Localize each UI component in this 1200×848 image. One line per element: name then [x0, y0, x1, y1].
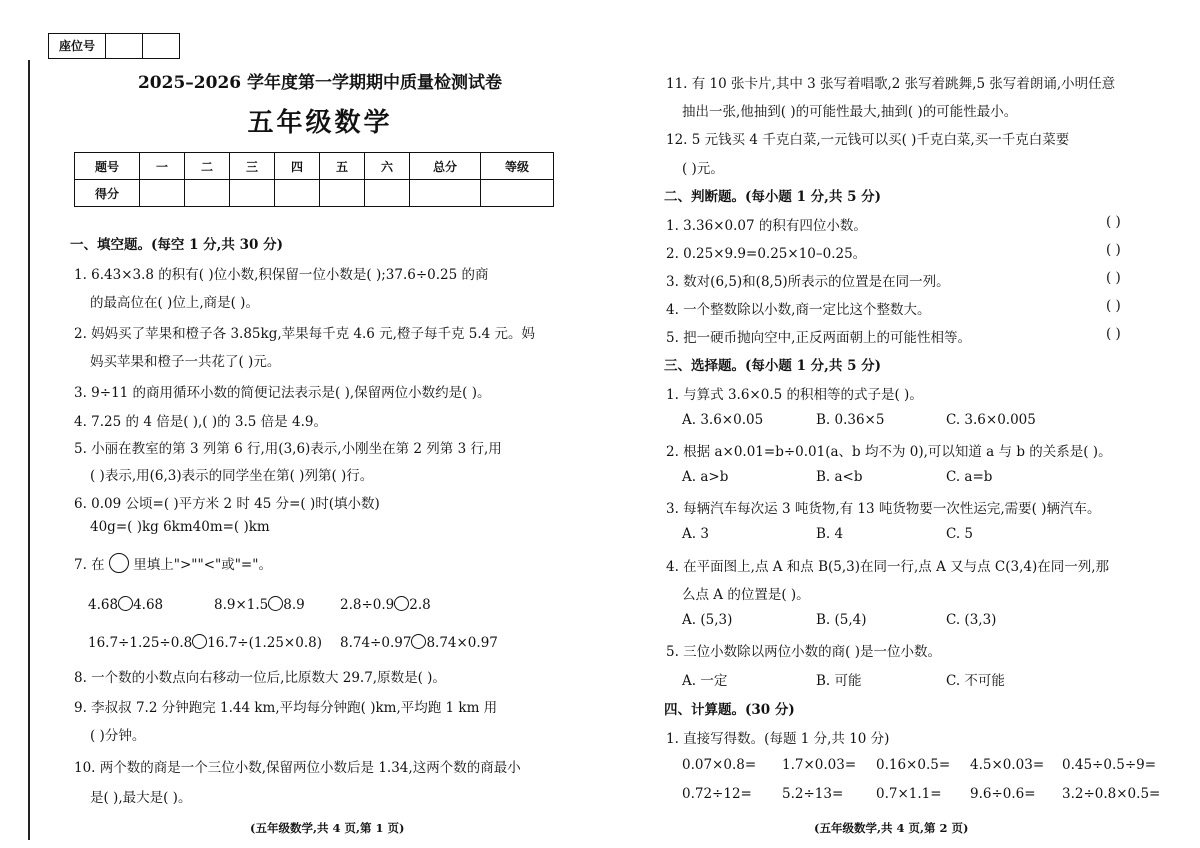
score-cell	[481, 180, 554, 207]
calc-item: 1.7×0.03=	[782, 757, 857, 773]
score-header-cell: 题号	[75, 153, 140, 180]
compare-left: 16.7÷1.25÷0.8	[88, 635, 193, 651]
compare-right: 16.7÷(1.25×0.8)	[207, 635, 322, 651]
question-line: ( )表示,用(6,3)表示的同学坐在第( )列第( )行。	[90, 468, 374, 484]
exam-title: 2025–2026 学年度第一学期期中质量检测试卷	[137, 73, 503, 93]
score-header-cell: 一	[140, 153, 185, 180]
section-heading: 一、填空题。(每空 1 分,共 30 分)	[70, 237, 283, 253]
compare-left: 2.8÷0.9	[340, 597, 395, 613]
score-header-cell: 五	[320, 153, 365, 180]
score-cell	[365, 180, 410, 207]
choice-question: 2. 根据 a×0.01=b÷0.01(a、b 均不为 0),可以知道 a 与 b 的关系是( )。	[666, 444, 1112, 460]
score-cell	[410, 180, 481, 207]
calc-item: 0.16×0.5=	[876, 757, 951, 773]
section-heading: 三、选择题。(每小题 1 分,共 5 分)	[664, 358, 882, 374]
judge-answer-bracket[interactable]: ( )	[1106, 270, 1121, 286]
judge-question: 2. 0.25×9.9=0.25×10–0.25。	[666, 246, 867, 262]
choice-question: 3. 每辆汽车每次运 3 吨货物,有 13 吨货物要一次性运完,需要( )辆汽车。	[666, 501, 1101, 517]
compare-circle-icon[interactable]	[394, 596, 409, 611]
question-7-prompt	[74, 553, 272, 573]
question-line: 11. 有 10 张卡片,其中 3 张写着唱歌,2 张写着跳舞,5 张写着朗诵,小明任意	[666, 76, 1116, 92]
choice-option-c[interactable]: C. (3,3)	[946, 612, 997, 628]
sub-section-heading: 1. 直接写得数。(每题 1 分,共 10 分)	[666, 731, 890, 747]
calc-item: 5.2÷13=	[782, 786, 844, 802]
score-header-cell: 四	[275, 153, 320, 180]
score-header-cell: 六	[365, 153, 410, 180]
question-line: 10. 两个数的商是一个三位小数,保留两位小数后是 1.34,这两个数的商最小	[74, 760, 521, 776]
score-header-cell: 三	[230, 153, 275, 180]
page-footer: (五年级数学,共 4 页,第 1 页)	[250, 821, 405, 835]
exam-page-2	[600, 0, 1200, 848]
compare-left: 8.74÷0.97	[340, 635, 412, 651]
score-cell	[140, 180, 185, 207]
question-line: ( )分钟。	[90, 728, 146, 744]
compare-right: 8.9	[283, 597, 305, 613]
question-line: 的最高位在( )位上,商是( )。	[90, 295, 259, 311]
compare-right: 2.8	[409, 597, 431, 613]
score-cell	[275, 180, 320, 207]
score-table	[74, 152, 554, 207]
choice-option-a[interactable]: A. a>b	[682, 469, 729, 485]
calc-item: 0.45÷0.5÷9=	[1062, 757, 1157, 773]
choice-option-a[interactable]: A. (5,3)	[682, 612, 733, 628]
seat-number-cell	[106, 34, 143, 58]
question-7-lead: 7. 在	[74, 557, 105, 573]
calc-item: 0.07×0.8=	[682, 757, 757, 773]
compare-circle-icon[interactable]	[268, 596, 283, 611]
choice-question: 5. 三位小数除以两位小数的商( )是一位小数。	[666, 644, 941, 660]
compare-item	[340, 634, 498, 651]
question-line: 12. 5 元钱买 4 千克白菜,一元钱可以买( )千克白菜,买一千克白菜要	[666, 132, 1070, 148]
compare-item	[340, 596, 431, 613]
choice-option-b[interactable]: B. a<b	[816, 469, 863, 485]
judge-answer-bracket[interactable]: ( )	[1106, 326, 1121, 342]
seat-number-box	[48, 33, 180, 59]
score-cell	[320, 180, 365, 207]
compare-item	[88, 634, 322, 651]
judge-answer-bracket[interactable]: ( )	[1106, 214, 1121, 230]
score-table-header-row	[75, 153, 554, 180]
question-line: ( )元。	[682, 161, 724, 177]
score-cell	[230, 180, 275, 207]
choice-option-c[interactable]: C. 5	[946, 526, 974, 542]
question-line: 是( ),最大是( )。	[90, 790, 192, 806]
choice-option-a[interactable]: A. 一定	[682, 673, 728, 689]
judge-question: 5. 把一硬币抛向空中,正反两面朝上的可能性相等。	[666, 330, 971, 346]
calc-item: 9.6÷0.6=	[970, 786, 1036, 802]
compare-circle-icon[interactable]	[411, 634, 426, 649]
choice-option-c[interactable]: C. a=b	[946, 469, 993, 485]
question-line: 抽出一张,他抽到( )的可能性最大,抽到( )的可能性最小。	[682, 104, 1018, 120]
compare-left: 4.6̇8̇	[88, 597, 119, 613]
judge-question: 1. 3.36×0.07 的积有四位小数。	[666, 218, 867, 234]
compare-circle-icon[interactable]	[192, 634, 207, 649]
question-line: 2. 妈妈买了苹果和橙子各 3.85kg,苹果每千克 4.6 元,橙子每千克 5.4 元。妈	[74, 326, 536, 342]
question-line: 6. 0.09 公顷=( )平方米 2 时 45 分=( )时(填小数)	[74, 496, 380, 512]
judge-question: 4. 一个整数除以小数,商一定比这个整数大。	[666, 302, 931, 318]
judge-question: 3. 数对(6,5)和(8,5)所表示的位置是在同一列。	[666, 274, 950, 290]
choice-option-b[interactable]: B. (5,4)	[816, 612, 867, 628]
question-line: 3. 9÷11 的商用循环小数的简便记法表示是( ),保留两位小数约是( )。	[74, 385, 491, 401]
choice-option-c[interactable]: C. 3.6×0.005	[946, 412, 1036, 428]
choice-question: 1. 与算式 3.6×0.5 的积相等的式子是( )。	[666, 387, 923, 403]
choice-question: 4. 在平面图上,点 A 和点 B(5,3)在同一行,点 A 又与点 C(3,4)在同一列,那	[666, 559, 1110, 575]
compare-right: 8.74×0.97	[426, 635, 498, 651]
question-line: 4. 7.25 的 4 倍是( ),( )的 3.5 倍是 4.9。	[74, 414, 327, 430]
compare-left: 8.9×1.5	[214, 597, 269, 613]
section-heading: 二、判断题。(每小题 1 分,共 5 分)	[664, 189, 882, 205]
choice-option-b[interactable]: B. 0.36×5	[816, 412, 885, 428]
compare-circle-icon[interactable]	[118, 596, 133, 611]
score-row-label: 得分	[75, 180, 140, 207]
score-cell	[185, 180, 230, 207]
choice-option-a[interactable]: A. 3	[682, 526, 709, 542]
choice-option-c[interactable]: C. 不可能	[946, 673, 1005, 689]
seat-number-cell	[143, 34, 179, 58]
question-line: 8. 一个数的小数点向右移动一位后,比原数大 29.7,原数是( )。	[74, 670, 446, 686]
calc-item: 0.7×1.1=	[876, 786, 942, 802]
choice-question: 么点 A 的位置是( )。	[682, 587, 810, 603]
answer-circle-icon	[109, 553, 129, 573]
choice-option-b[interactable]: B. 4	[816, 526, 844, 542]
question-line: 40g=( )kg 6km40m=( )km	[90, 519, 270, 535]
compare-right: 4.68̇	[133, 597, 164, 613]
score-header-cell: 二	[185, 153, 230, 180]
judge-answer-bracket[interactable]: ( )	[1106, 298, 1121, 314]
question-line: 妈买苹果和橙子一共花了( )元。	[90, 354, 281, 370]
page-footer: (五年级数学,共 4 页,第 2 页)	[814, 821, 969, 835]
section-heading: 四、计算题。(30 分)	[664, 702, 795, 718]
choice-option-a[interactable]: A. 3.6×0.05	[682, 412, 764, 428]
score-table-score-row	[75, 180, 554, 207]
score-header-cell: 等级	[481, 153, 554, 180]
calc-item: 4.5×0.03=	[970, 757, 1045, 773]
compare-item	[88, 596, 163, 613]
judge-answer-bracket[interactable]: ( )	[1106, 242, 1121, 258]
choice-option-b[interactable]: B. 可能	[816, 673, 862, 689]
question-line: 1. 6.43×3.8 的积有( )位小数,积保留一位小数是( );37.6÷0.25 的商	[74, 267, 489, 283]
question-7-tail: 里填上">""<"或"="。	[133, 557, 272, 573]
subject-title: 五年级数学	[247, 108, 393, 138]
calc-item: 0.72÷12=	[682, 786, 752, 802]
seat-number-label: 座位号	[49, 34, 106, 58]
score-header-cell: 总分	[410, 153, 481, 180]
question-line: 9. 李叔叔 7.2 分钟跑完 1.44 km,平均每分钟跑( )km,平均跑 1 km 用	[74, 700, 498, 716]
binding-line	[28, 60, 30, 840]
question-line: 5. 小丽在教室的第 3 列第 6 行,用(3,6)表示,小刚坐在第 2 列第 3 行,用	[74, 441, 502, 457]
compare-item	[214, 596, 305, 613]
calc-item: 3.2÷0.8×0.5=	[1062, 786, 1161, 802]
